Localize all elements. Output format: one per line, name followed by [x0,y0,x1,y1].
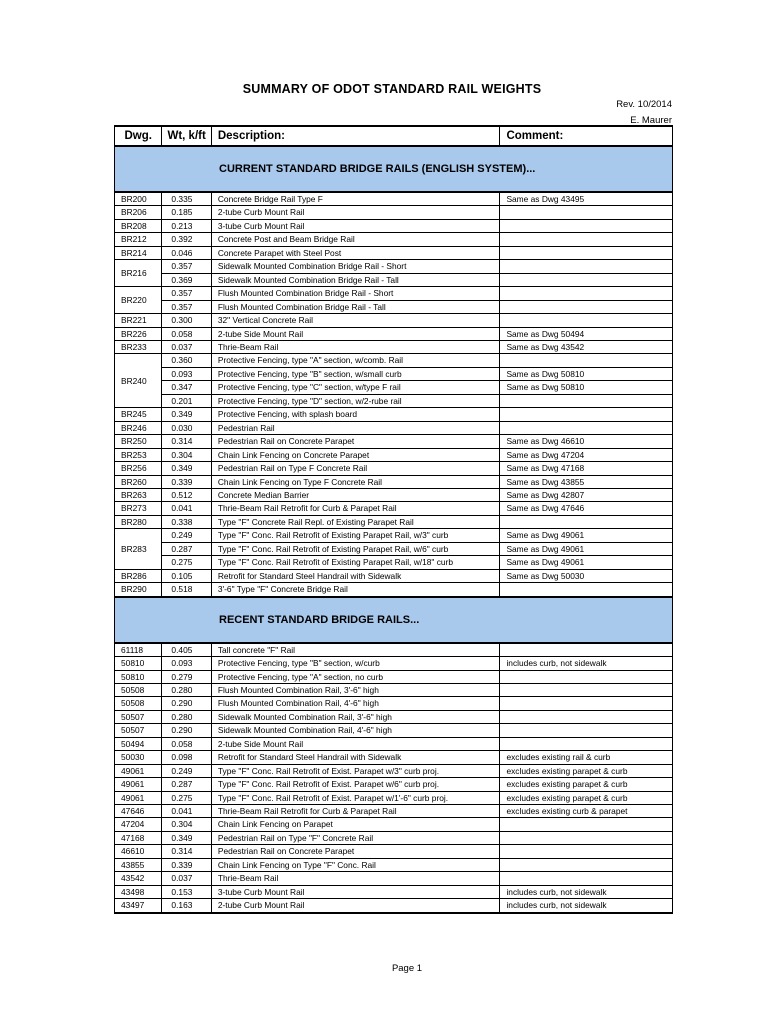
comment-cell: Same as Dwg 50030 [500,569,673,582]
table-row [115,300,673,313]
weight-cell: 0.041 [162,502,211,515]
dwg-cell: 43498 [115,885,162,898]
dwg-cell: 50030 [115,751,162,764]
weight-cell: 0.275 [162,556,211,569]
table-row [115,751,673,764]
dwg-cell: BR220 [115,287,162,314]
table-row [115,340,673,353]
comment-cell [500,831,673,844]
table-row [115,818,673,831]
table-row [115,448,673,461]
table-row [115,764,673,777]
description-cell: Flush Mounted Combination Bridge Rail - Tall [211,300,500,313]
description-cell: Flush Mounted Combination Rail, 3'-6" high [211,683,500,696]
weight-cell: 0.518 [162,583,211,597]
comment-cell: Same as Dwg 42807 [500,488,673,501]
comment-cell: Same as Dwg 43855 [500,475,673,488]
header-comment: Comment: [500,126,673,146]
comment-cell [500,515,673,528]
description-cell: Type "F" Conc. Rail Retrofit of Existing Parapet Rail, w/6" curb [211,542,500,555]
dwg-cell: BR260 [115,475,162,488]
page-number: Page 1 [391,963,423,974]
description-cell: Pedestrian Rail on Type "F" Concrete Rail [211,831,500,844]
table-row [115,367,673,380]
dwg-cell: BR246 [115,421,162,434]
dwg-cell: BR286 [115,569,162,582]
dwg-cell: 61118 [115,643,162,657]
comment-cell: Same as Dwg 47204 [500,448,673,461]
comment-cell: Same as Dwg 49061 [500,529,673,542]
weight-cell: 0.349 [162,408,211,421]
description-cell: Sidewalk Mounted Combination Rail, 4'-6" high [211,724,500,737]
weight-cell: 0.098 [162,751,211,764]
description-cell: Tall concrete "F" Rail [211,643,500,657]
comment-cell [500,670,673,683]
description-cell: Protective Fencing, type "B" section, w/small curb [211,367,500,380]
comment-cell [500,273,673,286]
comment-cell: Same as Dwg 49061 [500,542,673,555]
table-row [115,569,673,582]
comment-cell [500,683,673,696]
comment-cell [500,287,673,300]
table-row [115,737,673,750]
description-cell: Type "F" Concrete Rail Repl. of Existing Parapet Rail [211,515,500,528]
comment-cell [500,300,673,313]
description-cell: Concrete Parapet with Steel Post [211,246,500,259]
dwg-cell: BR206 [115,206,162,219]
table-row [115,421,673,434]
table-row [115,697,673,710]
dwg-cell: 47168 [115,831,162,844]
comment-cell: Same as Dwg 47646 [500,502,673,515]
table-row [115,885,673,898]
dwg-cell: BR250 [115,435,162,448]
weight-cell: 0.041 [162,805,211,818]
table-row [115,408,673,421]
comment-cell [500,314,673,327]
comment-cell [500,408,673,421]
dwg-cell: BR290 [115,583,162,597]
description-cell: Flush Mounted Combination Rail, 4'-6" high [211,697,500,710]
dwg-cell: 43542 [115,872,162,885]
table-row [115,683,673,696]
weight-cell: 0.213 [162,219,211,232]
table-row [115,858,673,871]
weight-cell: 0.280 [162,710,211,723]
weight-cell: 0.249 [162,529,211,542]
description-cell: Type "F" Conc. Rail Retrofit of Exist. Parapet w/1'-6" curb proj. [211,791,500,804]
description-cell: 2-tube Curb Mount Rail [211,206,500,219]
description-cell: Thrie-Beam Rail [211,872,500,885]
comment-cell: excludes existing parapet & curb [500,778,673,791]
comment-cell: Same as Dwg 50810 [500,367,673,380]
comment-cell: Same as Dwg 49061 [500,556,673,569]
weight-cell: 0.290 [162,697,211,710]
header-dwg: Dwg. [115,126,162,146]
table-row [115,233,673,246]
description-cell: 3-tube Curb Mount Rail [211,219,500,232]
table-row [115,724,673,737]
weight-cell: 0.046 [162,246,211,259]
weight-cell: 0.093 [162,367,211,380]
description-cell: Protective Fencing, with splash board [211,408,500,421]
weight-cell: 0.105 [162,569,211,582]
weight-cell: 0.392 [162,233,211,246]
weight-cell: 0.338 [162,515,211,528]
header-description: Description: [211,126,500,146]
table-row [115,488,673,501]
dwg-cell: BR212 [115,233,162,246]
dwg-cell: BR208 [115,219,162,232]
description-cell: Retrofit for Standard Steel Handrail with Sidewalk [211,751,500,764]
comment-cell [500,845,673,858]
dwg-cell: 49061 [115,778,162,791]
dwg-cell: BR256 [115,462,162,475]
table-row [115,899,673,913]
description-cell: 2-tube Curb Mount Rail [211,899,500,913]
comment-cell [500,858,673,871]
comment-cell [500,260,673,273]
comment-cell: Same as Dwg 47168 [500,462,673,475]
table-row [115,778,673,791]
comment-cell: excludes existing parapet & curb [500,791,673,804]
rail-weights-table [114,125,673,914]
dwg-cell: BR245 [115,408,162,421]
dwg-cell: BR263 [115,488,162,501]
description-cell: 2-tube Side Mount Rail [211,327,500,340]
table-row [115,462,673,475]
dwg-cell: 50810 [115,670,162,683]
weight-cell: 0.369 [162,273,211,286]
weight-cell: 0.339 [162,858,211,871]
weight-cell: 0.300 [162,314,211,327]
weight-cell: 0.357 [162,300,211,313]
description-cell: Type "F" Conc. Rail Retrofit of Exist. Parapet w/6" curb proj. [211,778,500,791]
dwg-cell: 50507 [115,724,162,737]
description-cell: Retrofit for Standard Steel Handrail with Sidewalk [211,569,500,582]
description-cell: Sidewalk Mounted Combination Bridge Rail - Short [211,260,500,273]
section-heading: CURRENT STANDARD BRIDGE RAILS (ENGLISH SYSTEM)... [115,146,673,192]
table-header-row [115,126,673,146]
description-cell: 3-tube Curb Mount Rail [211,885,500,898]
weight-cell: 0.058 [162,737,211,750]
header-weight: Wt, k/ft [162,126,211,146]
comment-cell [500,394,673,407]
description-cell: Protective Fencing, type "C" section, w/type F rail [211,381,500,394]
table-row [115,845,673,858]
weight-cell: 0.185 [162,206,211,219]
table-row [115,314,673,327]
description-cell: Protective Fencing, type "D" section, w/2-rube rail [211,394,500,407]
table-row [115,327,673,340]
comment-cell [500,697,673,710]
dwg-cell: 49061 [115,791,162,804]
table-row [115,260,673,273]
table-row [115,219,673,232]
description-cell: Sidewalk Mounted Combination Rail, 3'-6" high [211,710,500,723]
section-heading-row [115,597,673,643]
dwg-cell: 50508 [115,697,162,710]
dwg-cell: BR273 [115,502,162,515]
description-cell: 2-tube Side Mount Rail [211,737,500,750]
weight-cell: 0.314 [162,435,211,448]
weight-cell: 0.405 [162,643,211,657]
table-row [115,381,673,394]
weight-cell: 0.037 [162,340,211,353]
description-cell: Chain Link Fencing on Parapet [211,818,500,831]
table-row [115,529,673,542]
comment-cell [500,872,673,885]
weight-cell: 0.201 [162,394,211,407]
dwg-cell: BR221 [115,314,162,327]
table-row [115,354,673,367]
dwg-cell: BR226 [115,327,162,340]
table-row [115,475,673,488]
comment-cell: Same as Dwg 50810 [500,381,673,394]
description-cell: Type "F" Conc. Rail Retrofit of Existing Parapet Rail, w/18" curb [211,556,500,569]
comment-cell [500,583,673,597]
comment-cell: excludes existing parapet & curb [500,764,673,777]
description-cell: Chain Link Fencing on Type "F" Conc. Rail [211,858,500,871]
table-row [115,791,673,804]
comment-cell [500,421,673,434]
description-cell: 3'-6" Type "F" Concrete Bridge Rail [211,583,500,597]
comment-cell: Same as Dwg 50494 [500,327,673,340]
description-cell: Thrie-Beam Rail Retrofit for Curb & Parapet Rail [211,805,500,818]
dwg-cell: BR240 [115,354,162,408]
weight-cell: 0.339 [162,475,211,488]
description-cell: Protective Fencing, type "A" section, no curb [211,670,500,683]
section-heading: RECENT STANDARD BRIDGE RAILS... [115,597,673,643]
table-row [115,287,673,300]
weight-cell: 0.030 [162,421,211,434]
description-cell: Type "F" Conc. Rail Retrofit of Exist. Parapet w/3" curb proj. [211,764,500,777]
weight-cell: 0.349 [162,831,211,844]
table-row [115,273,673,286]
description-cell: Thrie-Beam Rail [211,340,500,353]
weight-cell: 0.304 [162,818,211,831]
weight-cell: 0.357 [162,260,211,273]
table-row [115,502,673,515]
description-cell: Sidewalk Mounted Combination Bridge Rail - Tall [211,273,500,286]
table-row [115,542,673,555]
weight-cell: 0.360 [162,354,211,367]
weight-cell: 0.287 [162,542,211,555]
description-cell: Thrie-Beam Rail Retrofit for Curb & Parapet Rail [211,502,500,515]
description-cell: Pedestrian Rail on Type F Concrete Rail [211,462,500,475]
table-row [115,556,673,569]
comment-cell [500,737,673,750]
weight-cell: 0.163 [162,899,211,913]
table-row [115,657,673,670]
dwg-cell: 49061 [115,764,162,777]
description-cell: 32" Vertical Concrete Rail [211,314,500,327]
table-row [115,394,673,407]
table-row [115,192,673,206]
weight-cell: 0.093 [162,657,211,670]
dwg-cell: BR280 [115,515,162,528]
author-name: E. Maurer [630,115,672,126]
description-cell: Pedestrian Rail on Concrete Parapet [211,435,500,448]
table-row [115,246,673,259]
weight-cell: 0.349 [162,462,211,475]
table-row [115,643,673,657]
dwg-cell: 50810 [115,657,162,670]
dwg-cell: 50494 [115,737,162,750]
comment-cell: Same as Dwg 46610 [500,435,673,448]
dwg-cell: 50508 [115,683,162,696]
weight-cell: 0.279 [162,670,211,683]
comment-cell: includes curb, not sidewalk [500,899,673,913]
dwg-cell: 47204 [115,818,162,831]
comment-cell: Same as Dwg 43495 [500,192,673,206]
dwg-cell: BR283 [115,529,162,569]
description-cell: Concrete Post and Beam Bridge Rail [211,233,500,246]
weight-cell: 0.290 [162,724,211,737]
comment-cell [500,219,673,232]
description-cell: Concrete Median Barrier [211,488,500,501]
weight-cell: 0.287 [162,778,211,791]
comment-cell: Same as Dwg 43542 [500,340,673,353]
weight-cell: 0.347 [162,381,211,394]
table-row [115,206,673,219]
table-row [115,831,673,844]
description-cell: Flush Mounted Combination Bridge Rail - Short [211,287,500,300]
comment-cell [500,206,673,219]
comment-cell: excludes existing rail & curb [500,751,673,764]
weight-cell: 0.335 [162,192,211,206]
comment-cell [500,710,673,723]
description-cell: Type "F" Conc. Rail Retrofit of Existing Parapet Rail, w/3" curb [211,529,500,542]
description-cell: Pedestrian Rail [211,421,500,434]
table-row [115,805,673,818]
dwg-cell: BR216 [115,260,162,287]
comment-cell [500,643,673,657]
description-cell: Chain Link Fencing on Type F Concrete Rail [211,475,500,488]
dwg-cell: 46610 [115,845,162,858]
comment-cell [500,354,673,367]
weight-cell: 0.275 [162,791,211,804]
table-row [115,583,673,597]
description-cell: Concrete Bridge Rail Type F [211,192,500,206]
dwg-cell: 47646 [115,805,162,818]
weight-cell: 0.357 [162,287,211,300]
weight-cell: 0.058 [162,327,211,340]
dwg-cell: BR253 [115,448,162,461]
page-title: SUMMARY OF ODOT STANDARD RAIL WEIGHTS [242,82,542,96]
table-row [115,515,673,528]
dwg-cell: BR200 [115,192,162,206]
weight-cell: 0.249 [162,764,211,777]
description-cell: Pedestrian Rail on Concrete Parapet [211,845,500,858]
table-row [115,670,673,683]
weight-cell: 0.153 [162,885,211,898]
comment-cell: includes curb, not sidewalk [500,885,673,898]
weight-cell: 0.512 [162,488,211,501]
description-cell: Protective Fencing, type "A" section, w/comb. Rail [211,354,500,367]
dwg-cell: BR214 [115,246,162,259]
dwg-cell: 43855 [115,858,162,871]
description-cell: Protective Fencing, type "B" section, w/curb [211,657,500,670]
description-cell: Chain Link Fencing on Concrete Parapet [211,448,500,461]
comment-cell [500,233,673,246]
dwg-cell: 50507 [115,710,162,723]
comment-cell [500,818,673,831]
weight-cell: 0.314 [162,845,211,858]
weight-cell: 0.037 [162,872,211,885]
section-heading-row [115,146,673,192]
table-row [115,710,673,723]
comment-cell: excludes existing curb & parapet [500,805,673,818]
comment-cell [500,246,673,259]
table-row [115,872,673,885]
comment-cell [500,724,673,737]
table-row [115,435,673,448]
dwg-cell: 43497 [115,899,162,913]
weight-cell: 0.304 [162,448,211,461]
revision-date: Rev. 10/2014 [616,99,672,110]
comment-cell: includes curb, not sidewalk [500,657,673,670]
dwg-cell: BR233 [115,340,162,353]
weight-cell: 0.280 [162,683,211,696]
